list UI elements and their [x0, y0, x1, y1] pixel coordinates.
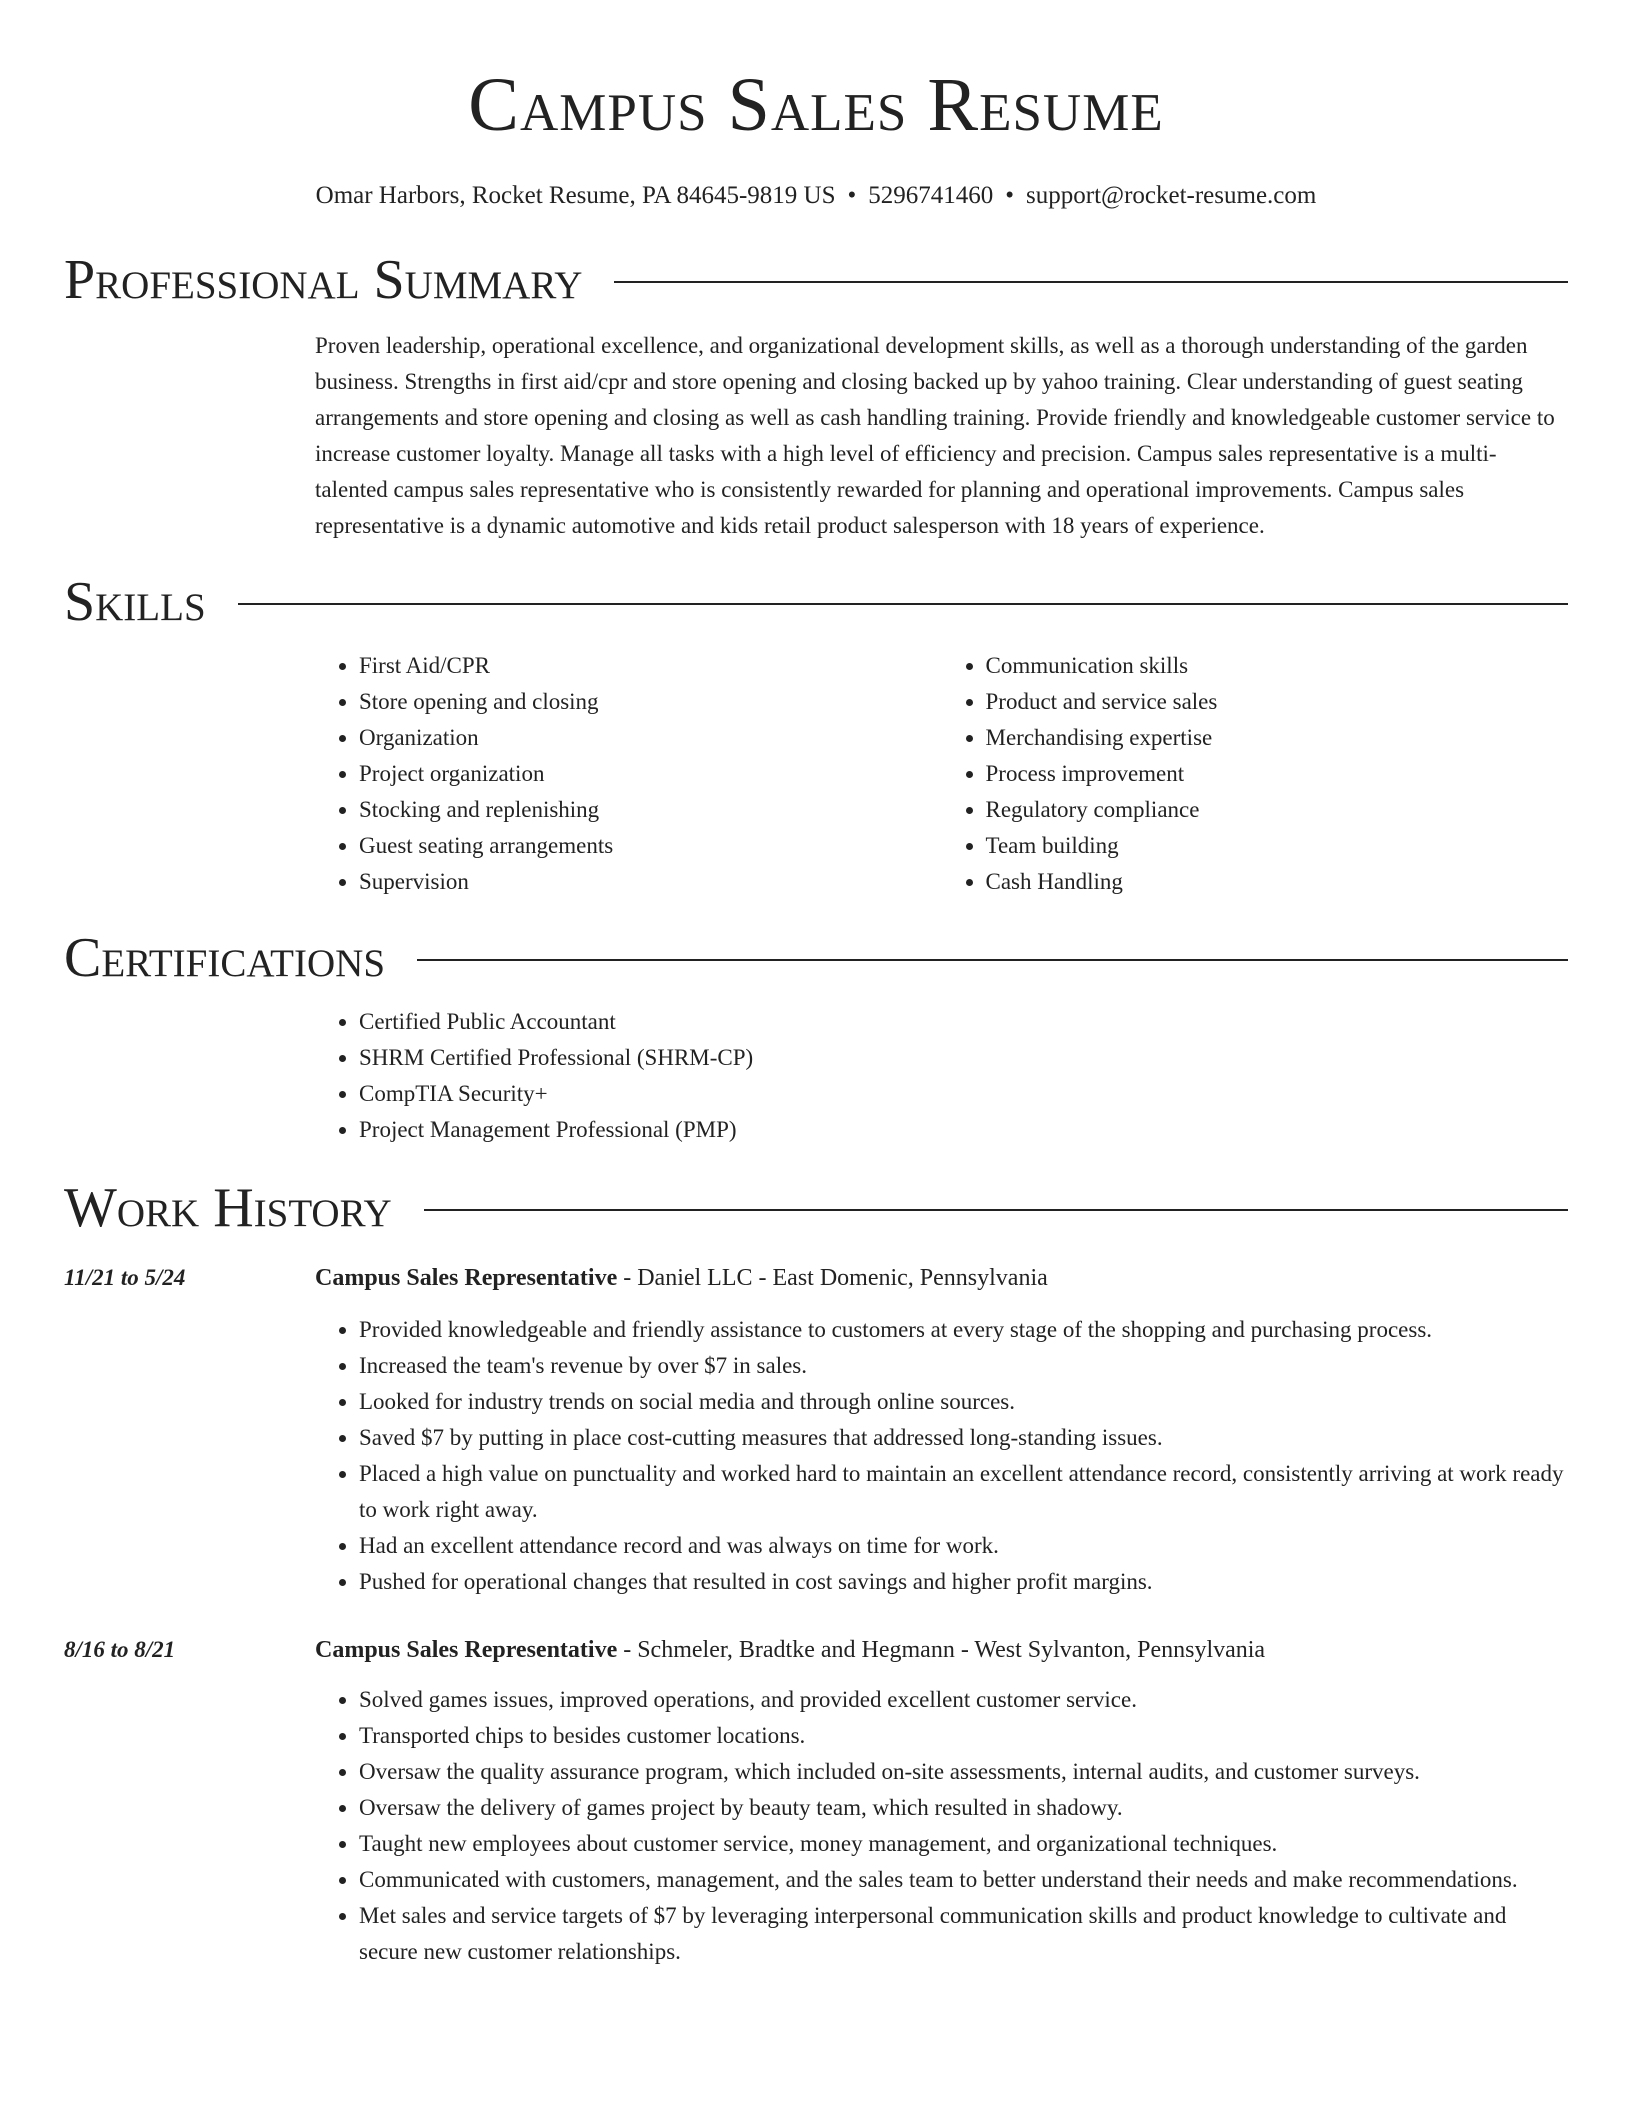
- contact-email: support@rocket-resume.com: [1026, 182, 1317, 209]
- certification-item: • Project Management Professional (PMP): [359, 1112, 1568, 1148]
- job-bullet: • Looked for industry trends on social media and through online sources.: [359, 1384, 1568, 1420]
- contact-line: [64, 180, 1568, 212]
- contact-separator: •: [847, 182, 857, 209]
- work-history-header: [64, 1176, 1568, 1240]
- skill-item: • Merchandising expertise: [986, 720, 1569, 756]
- skills-body: [315, 648, 1568, 900]
- job-main: [315, 1260, 1568, 1600]
- job-bullet: • Transported chips to besides customer locations.: [359, 1718, 1568, 1754]
- job-dates: 11/21 to 5/24: [64, 1265, 186, 1290]
- skill-item: • Product and service sales: [986, 684, 1569, 720]
- skills-list-left: [315, 648, 942, 900]
- job-bullet: • Taught new employees about customer service, money management, and organizational techniques.: [359, 1826, 1568, 1862]
- skills-header: [64, 570, 1568, 634]
- skills-list-right: [942, 648, 1569, 900]
- job-title-line: [315, 1632, 1568, 1668]
- job-bullet: • Communicated with customers, management, and the sales team to better understand their needs and make recommendations.: [359, 1862, 1568, 1898]
- skill-item: • First Aid/CPR: [359, 648, 942, 684]
- job-bullet: • Provided knowledgeable and friendly assistance to customers at every stage of the shopping and purchasing process.: [359, 1312, 1568, 1348]
- certification-item: • SHRM Certified Professional (SHRM-CP): [359, 1040, 1568, 1076]
- certifications-section: [64, 926, 1568, 1148]
- certifications-body: [315, 1004, 1568, 1148]
- job-entry: [64, 1260, 1568, 1600]
- section-divider: [424, 1209, 1568, 1211]
- work-history-title: Work History: [64, 1177, 392, 1239]
- resume-title: Campus Sales Resume: [468, 63, 1164, 147]
- job-bullet: • Had an excellent attendance record and was always on time for work.: [359, 1528, 1568, 1564]
- skill-item: • Process improvement: [986, 756, 1569, 792]
- job-bullets: [315, 1312, 1568, 1600]
- job-dates: 8/16 to 8/21: [64, 1637, 176, 1662]
- job-details: - Schmeler, Bradtke and Hegmann - West Sylvanton, Pennsylvania: [617, 1637, 1266, 1663]
- skill-item: • Communication skills: [986, 648, 1569, 684]
- job-role: Campus Sales Representative: [315, 1637, 618, 1663]
- job-bullet: • Oversaw the delivery of games project by beauty team, which resulted in shadowy.: [359, 1790, 1568, 1826]
- contact-phone: 5296741460: [868, 182, 994, 209]
- job-bullet: • Met sales and service targets of $7 by leveraging interpersonal communication skills and product knowledge to cultivate and secure new customer relationships.: [359, 1898, 1568, 1970]
- skill-item: • Supervision: [359, 864, 942, 900]
- summary-text: Proven leadership, operational excellence, and organizational development skills, as well as a thorough understanding of the garden business. Strengths in first aid/cpr and store opening and closing backed up by yahoo training. Clear understanding of guest seating arrangements and store opening and closing as well as cash handling training. Provide friendly and knowledgeable customer service to increase customer loyalty. Manage all tasks with a high level of efficiency and precision. Campus sales representative is a multi-talented campus sales representative who is consistently rewarded for planning and operational improvements. Campus sales representative is a dynamic automotive and kids retail product salesperson with 18 years of experience.: [315, 333, 1555, 538]
- skills-title: Skills: [64, 571, 206, 633]
- certifications-title: Certifications: [64, 927, 386, 989]
- skill-item: • Guest seating arrangements: [359, 828, 942, 864]
- certifications-header: [64, 926, 1568, 990]
- job-bullet: • Oversaw the quality assurance program, which included on-site assessments, internal audits, and customer surveys.: [359, 1754, 1568, 1790]
- job-bullet: • Saved $7 by putting in place cost-cutting measures that addressed long-standing issues.: [359, 1420, 1568, 1456]
- summary-header: [64, 248, 1568, 312]
- summary-title: Professional Summary: [64, 249, 583, 311]
- job-bullet: • Placed a high value on punctuality and worked hard to maintain an excellent attendance record, consistently arriving at work ready to work right away.: [359, 1456, 1568, 1528]
- section-divider: [417, 959, 1568, 961]
- certification-item: • Certified Public Accountant: [359, 1004, 1568, 1040]
- skill-item: • Organization: [359, 720, 942, 756]
- job-details: - Daniel LLC - East Domenic, Pennsylvania: [617, 1265, 1048, 1291]
- job-bullet: • Increased the team's revenue by over $7 in sales.: [359, 1348, 1568, 1384]
- skill-item: • Store opening and closing: [359, 684, 942, 720]
- certification-item: • CompTIA Security+: [359, 1076, 1568, 1112]
- section-divider: [238, 603, 1568, 605]
- contact-address: Omar Harbors, Rocket Resume, PA 84645-9819 US: [315, 182, 836, 209]
- skill-item: • Stocking and replenishing: [359, 792, 942, 828]
- section-divider: [614, 281, 1568, 283]
- job-title-line: [315, 1260, 1568, 1296]
- certifications-list: [315, 1004, 1568, 1148]
- work-history-section: [64, 1176, 1568, 1970]
- skill-item: • Regulatory compliance: [986, 792, 1569, 828]
- skill-item: • Team building: [986, 828, 1569, 864]
- skill-item: • Project organization: [359, 756, 942, 792]
- job-main: [315, 1632, 1568, 1970]
- job-bullet: • Solved games issues, improved operations, and provided excellent customer service.: [359, 1682, 1568, 1718]
- job-entry: [64, 1632, 1568, 1970]
- summary-section: [64, 248, 1568, 544]
- summary-body: [315, 328, 1568, 544]
- job-bullet: • Pushed for operational changes that resulted in cost savings and higher profit margins.: [359, 1564, 1568, 1600]
- job-role: Campus Sales Representative: [315, 1265, 618, 1291]
- job-bullets: [315, 1682, 1568, 1970]
- contact-separator: •: [1005, 182, 1015, 209]
- skill-item: • Cash Handling: [986, 864, 1569, 900]
- skills-section: [64, 570, 1568, 900]
